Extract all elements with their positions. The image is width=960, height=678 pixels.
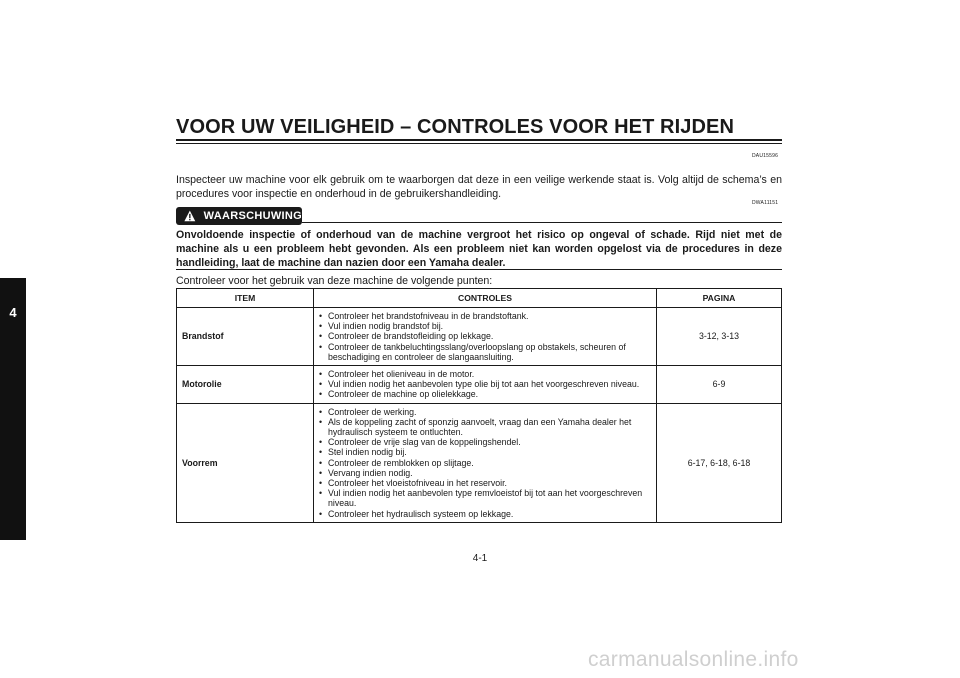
page-title: VOOR UW VEILIGHEID – CONTROLES VOOR HET RIJDEN <box>176 116 734 138</box>
chapter-tab-number: 4 <box>9 305 17 320</box>
row-pages: 3-12, 3-13 <box>657 308 782 366</box>
check-item: • Controleer de vrije slag van de koppelingshendel. <box>319 437 651 447</box>
row-checks <box>314 403 657 522</box>
table-row <box>177 403 782 522</box>
warning-text: Onvoldoende inspectie of onderhoud van de machine vergroot het risico op ongeval of schade. Rijd niet met de machine als u een probleem hebt gevonden. Als een probleem niet kan worden opgelost via de procedures in deze handleiding, laat de machine dan nazien door een Yamaha dealer. <box>176 229 782 269</box>
check-item: • Controleer de remblokken op slijtage. <box>319 458 651 468</box>
header-pages: PAGINA <box>657 289 782 308</box>
check-item: • Vul indien nodig brandstof bij. <box>319 321 651 331</box>
check-item: • Controleer de werking. <box>319 407 651 417</box>
check-item: • Vervang indien nodig. <box>319 468 651 478</box>
check-item: • Controleer de machine op olielekkage. <box>319 389 651 399</box>
check-item: • Vul indien nodig het aanbevolen type olie bij tot aan het voorgeschreven niveau. <box>319 379 651 389</box>
check-item: • Als de koppeling zacht of sponzig aanvoelt, vraag dan een Yamaha dealer het hydraulisch systeem te ontluchten. <box>319 417 651 437</box>
warning-label: WAARSCHUWING <box>203 210 302 222</box>
check-item: • Controleer de tankbeluchtingsslang/overloopslang op obstakels, scheuren of beschadiging en controleer de slangaansluiting. <box>319 342 651 362</box>
checklist-intro: Controleer voor het gebruik van deze machine de volgende punten: <box>176 275 493 287</box>
row-item: Brandstof <box>177 308 314 366</box>
warning-rule <box>302 222 782 223</box>
checklist-table <box>176 288 782 523</box>
warning-triangle-icon <box>184 210 196 222</box>
header-item: ITEM <box>177 289 314 308</box>
intro-paragraph: Inspecteer uw machine voor elk gebruik om te waarborgen dat deze in een veilige werkende staat is. Volg altijd de schema’s en procedures voor inspectie en onderhoud in de gebruikershandleiding. <box>176 174 782 200</box>
row-pages: 6-17, 6-18, 6-18 <box>657 403 782 522</box>
check-item: • Controleer het hydraulisch systeem op lekkage. <box>319 509 651 519</box>
check-item: • Controleer het olieniveau in de motor. <box>319 369 651 379</box>
row-item: Motorolie <box>177 366 314 404</box>
warning-header <box>176 207 302 225</box>
warning-bottom-rule <box>176 269 782 270</box>
check-item: • Controleer het vloeistofniveau in het reservoir. <box>319 478 651 488</box>
row-pages: 6-9 <box>657 366 782 404</box>
table-header-row <box>177 289 782 308</box>
row-checks <box>314 366 657 404</box>
row-checks <box>314 308 657 366</box>
check-item: • Controleer de brandstofleiding op lekkage. <box>319 331 651 341</box>
check-item: • Stel indien nodig bij. <box>319 447 651 457</box>
check-item: • Vul indien nodig het aanbevolen type remvloeistof bij tot aan het voorgeschreven niveau. <box>319 488 651 508</box>
section-code: DAU15596 <box>752 153 779 159</box>
title-rule <box>176 139 782 141</box>
table-row <box>177 366 782 404</box>
header-controls: CONTROLES <box>314 289 657 308</box>
watermark: carmanualsonline.info <box>588 648 799 671</box>
row-item: Voorrem <box>177 403 314 522</box>
page-number: 4-1 <box>472 553 488 564</box>
title-rule-thin <box>176 143 782 144</box>
table-row <box>177 308 782 366</box>
check-item: • Controleer het brandstofniveau in de brandstoftank. <box>319 311 651 321</box>
warning-code: DWA11151 <box>752 200 779 206</box>
